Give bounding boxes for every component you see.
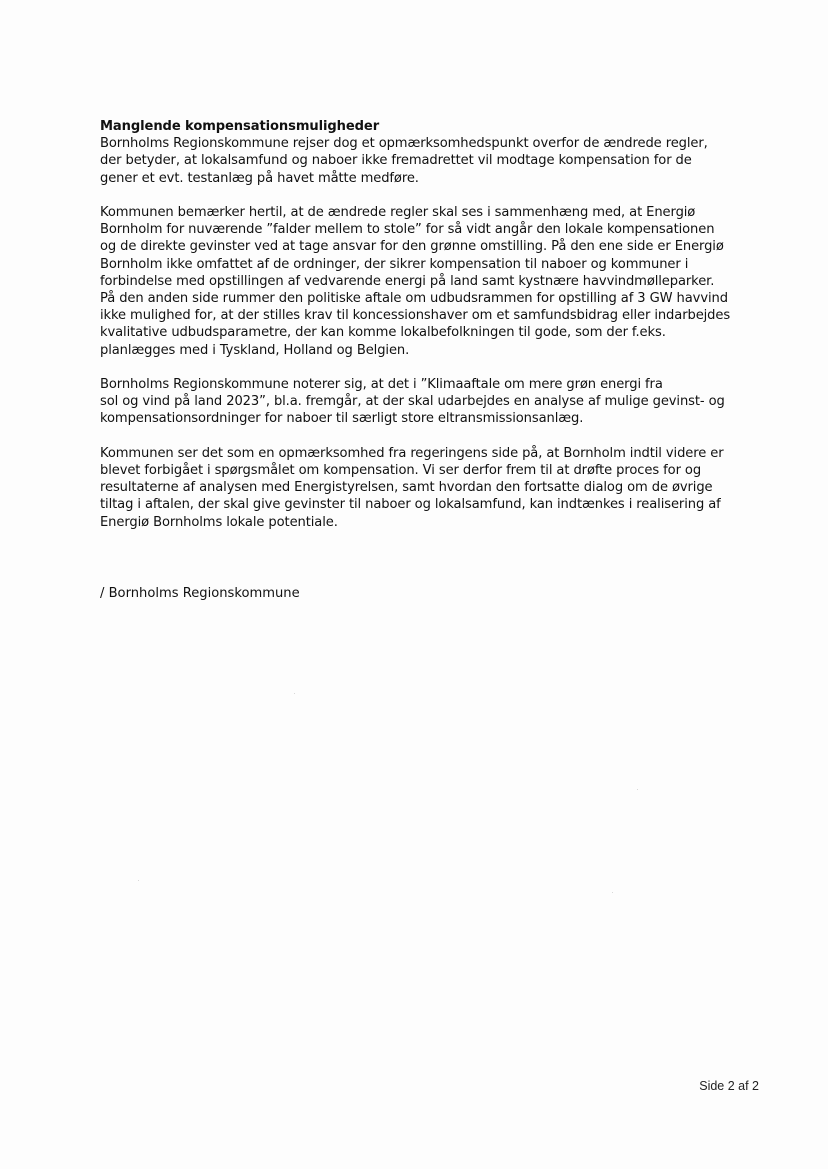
section-heading: Manglende kompensationsmuligheder <box>100 119 380 134</box>
paragraph: Bornholms Regionskommune noterer sig, at det i ”Klimaaftale om mere grøn energi fra sol og vind på land 2023”, bl.a. fremgår, at der skal udarbejdes en analyse af mulige gevinst- og kompensationsordninger for naboer til særligt store eltransmissionsanlæg. <box>100 377 725 427</box>
scan-speck <box>294 693 295 694</box>
scan-speck <box>138 880 139 881</box>
paragraph: Bornholms Regionskommune rejser dog et opmærksomhedspunkt overfor de ændrede regler, der betyder, at lokalsamfund og naboer ikke fremadrettet vil modtage kompensation for de gener et evt. testanlæg på havet måtte medføre. <box>100 136 708 186</box>
scan-speck <box>612 892 613 893</box>
scan-speck <box>637 789 638 790</box>
paragraph: Kommunen ser det som en opmærksomhed fra regeringens side på, at Bornholm indtil videre er blevet forbigået i spørgsmålet om kompensation. Vi ser derfor frem til at drøfte proces for og resultaterne af analysen med Energistyrelsen, samt hvordan den fortsatte dialog om de øvrige tiltag i aftalen, der skal give gevinster til naboer og lokalsamfund, kan indtænkes i realisering af Energiø Bornholms lokale potentiale. <box>100 445 724 530</box>
signature-line: / Bornholms Regionskommune <box>100 586 300 601</box>
paragraph: Kommunen bemærker hertil, at de ændrede regler skal ses i sammenhæng med, at Energiø Bornholm for nuværende ”falder mellem to stole” for så vidt angår den lokale kompensationen og de direkte gevinster ved at tage ansvar for den grønne omstilling. På den ene side er Energiø Bornholm ikke omfattet af de ordninger, der sikrer kompensation til naboer og kommuner i forbindelse med opstillingen af vedvarende energi på land samt kystnære havvindmølleparker. På den anden side rummer den politiske aftale om udbudsrammen for opstilling af 3 GW havvind ikke mulighed for, at der stilles krav til koncessionshaver om et samfundsbidrag eller indarbejdes kvalitative udbudsparametre, der kan komme lokalbefolkningen til gode, som der f.eks. planlægges med i Tyskland, Holland og Belgien. <box>100 205 731 358</box>
page-number: Side 2 af 2 <box>699 1079 759 1093</box>
document-body <box>100 118 760 548</box>
